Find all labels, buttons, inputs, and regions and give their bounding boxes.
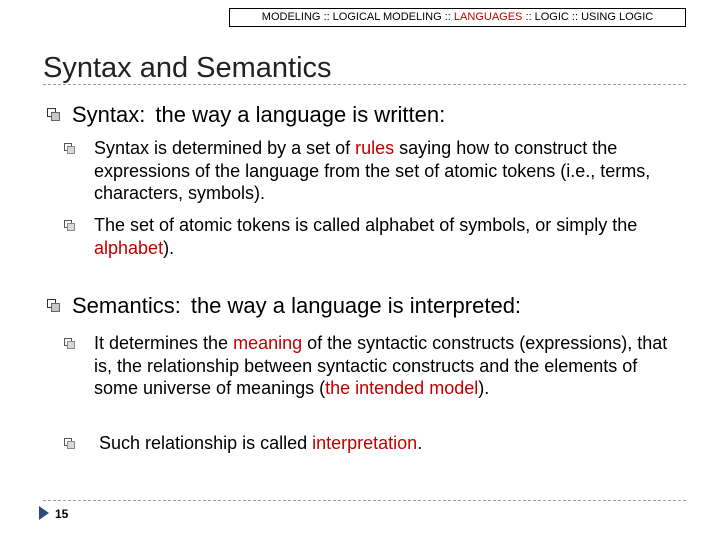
breadcrumb-current: LANGUAGES: [453, 11, 523, 23]
syntax-bullet-rules: [94, 137, 684, 205]
term-interpretation: interpretation: [312, 433, 418, 453]
breadcrumb: [229, 8, 686, 27]
syntax-bullet-rules-text-end: saying how to construct the expressions of the language from the set of atomic tokens (i.e., terms, characters, symbols).: [94, 138, 651, 204]
footer-divider: [43, 500, 686, 501]
syntax-heading: [72, 101, 445, 129]
syntax-term: Syntax:: [72, 102, 146, 127]
breadcrumb-suffix: :: LOGIC :: USING LOGIC: [522, 11, 654, 23]
semantics-term: Semantics:: [72, 293, 181, 318]
page-arrow-icon: [38, 505, 50, 521]
term-intended-model: the intended model: [325, 378, 479, 399]
square-bullet-icon: [64, 438, 75, 449]
semantics-bullet-meaning: [94, 332, 684, 400]
syntax-definition: the way a language is written:: [155, 102, 446, 127]
square-bullet-icon: [47, 299, 60, 312]
semantics-bullet-meaning-text: It determines the: [94, 333, 234, 353]
semantics-heading: [72, 292, 521, 320]
breadcrumb-prefix: MODELING :: LOGICAL MODELING ::: [261, 11, 454, 23]
syntax-bullet-alphabet-text: The set of atomic tokens is called alphabet of symbols, or simply the: [94, 215, 638, 235]
page-number: 15: [55, 507, 69, 521]
semantics-bullet-meaning-text-end: ).: [478, 378, 490, 399]
semantics-bullet-meaning-text-mid: of the syntactic constructs (expressions), that is, the relationship between syntactic constructs and the elements of some universe of meanings (: [94, 333, 668, 399]
semantics-bullet-interpretation: [94, 432, 684, 455]
square-bullet-icon: [64, 220, 75, 231]
syntax-bullet-alphabet-text-end: ).: [163, 237, 175, 258]
square-bullet-icon: [64, 143, 75, 154]
slide-title: Syntax and Semantics: [43, 52, 332, 84]
square-bullet-icon: [47, 108, 60, 121]
square-bullet-icon: [64, 338, 75, 349]
syntax-bullet-alphabet: [94, 214, 684, 259]
semantics-bullet-interpretation-text-end: .: [417, 433, 423, 453]
syntax-bullet-rules-text: Syntax is determined by a set of: [94, 138, 356, 158]
semantics-definition: the way a language is interpreted:: [190, 293, 522, 318]
term-meaning: meaning: [233, 333, 303, 353]
term-rules: rules: [355, 138, 395, 158]
term-alphabet: alphabet: [94, 237, 164, 258]
semantics-bullet-interpretation-text: Such relationship is called: [94, 433, 313, 453]
title-divider: [43, 84, 686, 85]
